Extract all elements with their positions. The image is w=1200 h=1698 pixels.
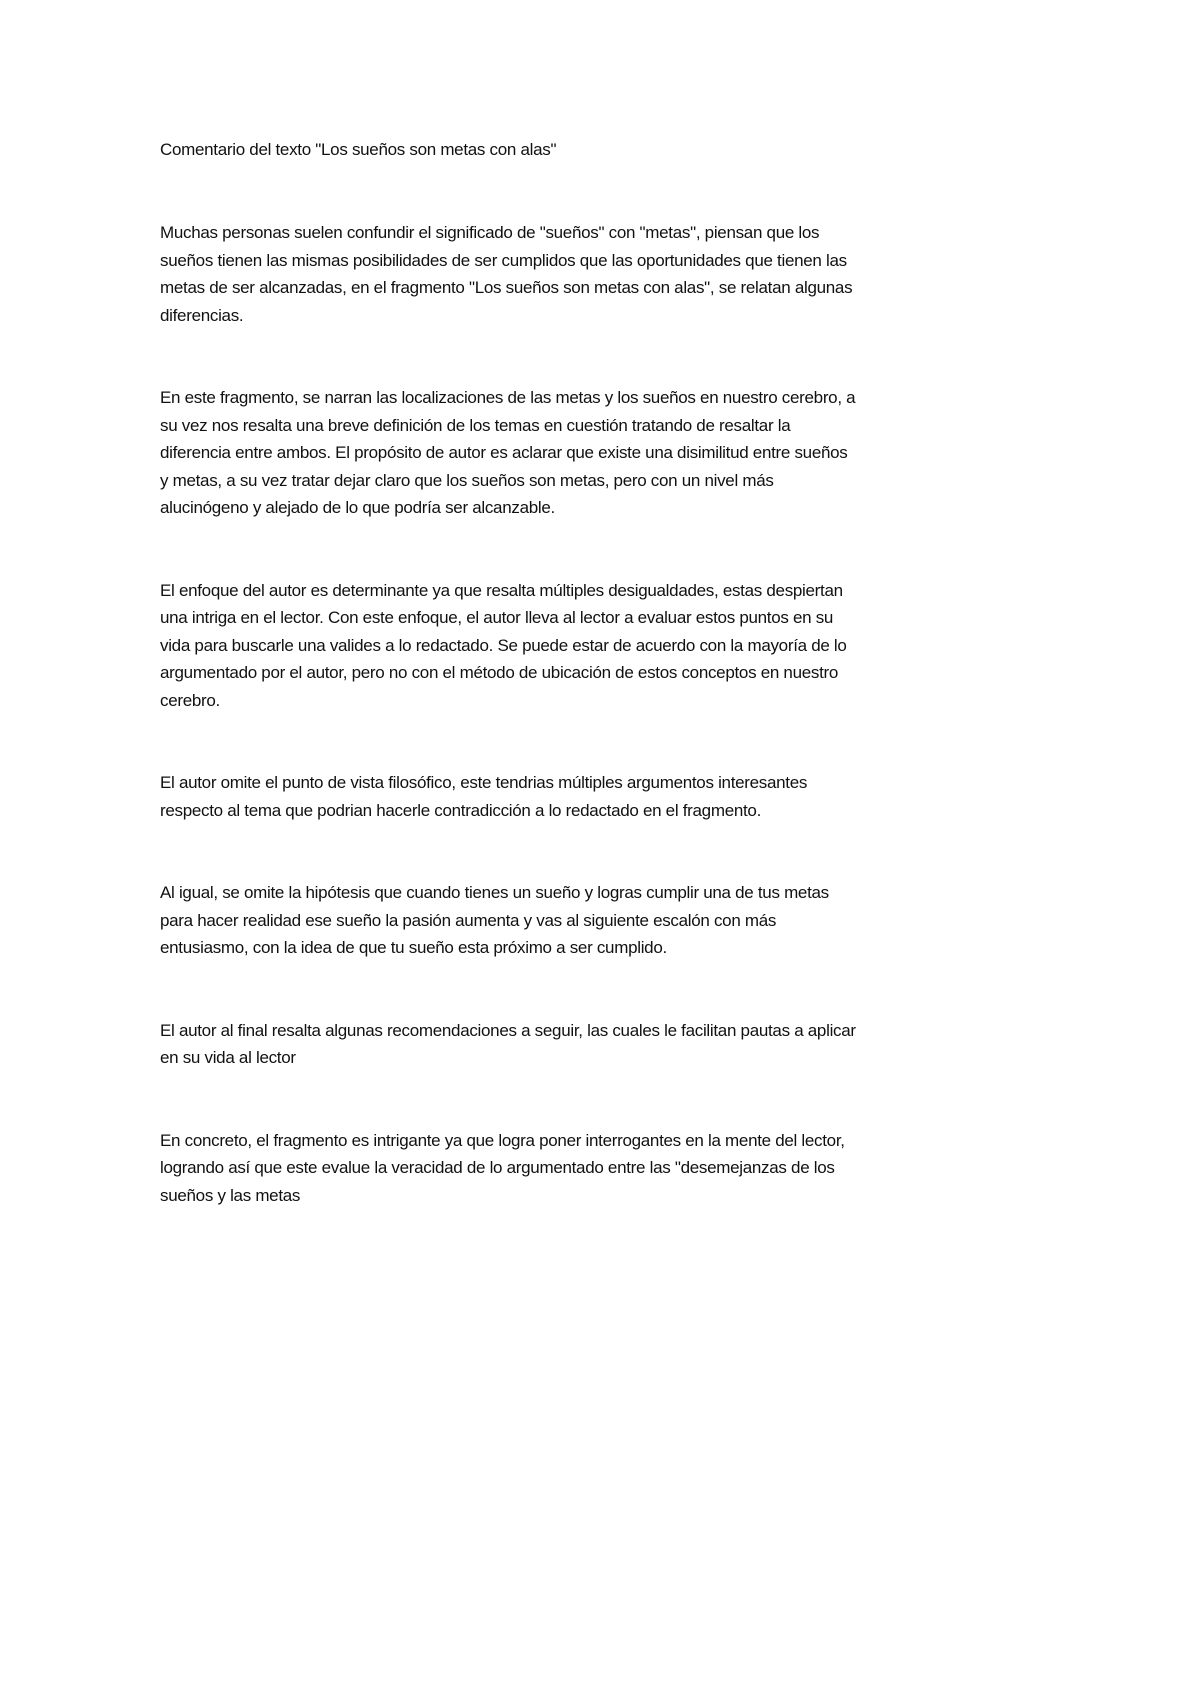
paragraph (160, 879, 1060, 962)
paragraph-line: y metas, a su vez tratar dejar claro que los sueños son metas, pero con un nivel más (160, 470, 774, 490)
paragraph-line: su vez nos resalta una breve definición de los temas en cuestión tratando de resaltar la (160, 415, 791, 435)
paragraph-line: logrando así que este evalue la veracidad de lo argumentado entre las "desemejanzas de los (160, 1158, 835, 1177)
paragraph (160, 769, 1060, 824)
paragraph-line: vida para buscarle una valides a lo redactado. Se puede estar de acuerdo con la mayoría de lo (160, 635, 847, 655)
paragraph-line: diferencia entre ambos. El propósito de autor es aclarar que existe una disimilitud entre sueños (160, 443, 848, 462)
paragraph-line: El enfoque del autor es determinante ya que resalta múltiples desigualdades, estas despiertan (160, 580, 843, 600)
paragraph (160, 1127, 1060, 1210)
paragraph (160, 384, 1060, 522)
paragraph-line: alucinógeno y alejado de lo que podría ser alcanzable. (160, 498, 555, 517)
paragraph-line: sueños tienen las mismas posibilidades de ser cumplidos que las oportunidades que tienen las (160, 250, 847, 270)
paragraph-line: para hacer realidad ese sueño la pasión aumenta y vas al siguiente escalón con más (160, 910, 777, 930)
document-page (160, 136, 1060, 1264)
paragraph-line: El autor al final resalta algunas recomendaciones a seguir, las cuales le facilitan pautas a aplicar (160, 1020, 856, 1040)
paragraph-line: una intriga en el lector. Con este enfoque, el autor lleva al lector a evaluar estos puntos en su (160, 608, 834, 627)
paragraph-line: entusiasmo, con la idea de que tu sueño esta próximo a ser cumplido. (160, 938, 667, 957)
paragraph-line: cerebro. (160, 690, 220, 710)
paragraph-line: argumentado por el autor, pero no con el método de ubicación de estos conceptos en nuestro (160, 663, 839, 682)
document-body (160, 219, 1060, 1209)
paragraph-line: En concreto, el fragmento es intrigante ya que logra poner interrogantes en la mente del lector, (160, 1130, 845, 1150)
paragraph-line: El autor omite el punto de vista filosófico, este tendrias múltiples argumentos interesantes (160, 773, 808, 792)
paragraph-line: En este fragmento, se narran las localizaciones de las metas y los sueños en nuestro cerebro, a (160, 388, 856, 407)
paragraph-line: respecto al tema que podrian hacerle contradicción a lo redactado en el fragmento. (160, 800, 762, 820)
paragraph-line: metas de ser alcanzadas, en el fragmento "Los sueños son metas con alas", se relatan algunas (160, 278, 853, 297)
paragraph-line: en su vida al lector (160, 1048, 296, 1067)
paragraph-line: diferencias. (160, 305, 244, 325)
paragraph-line: Muchas personas suelen confundir el significado de "sueños" con "metas", piensan que los (160, 223, 820, 242)
paragraph (160, 1017, 1060, 1072)
paragraph (160, 219, 1060, 329)
paragraph-line: Al igual, se omite la hipótesis que cuando tienes un sueño y logras cumplir una de tus metas (160, 883, 829, 902)
document-title: Comentario del texto "Los sueños son metas con alas" (160, 140, 557, 159)
paragraph (160, 577, 1060, 715)
paragraph-line: sueños y las metas (160, 1185, 301, 1205)
